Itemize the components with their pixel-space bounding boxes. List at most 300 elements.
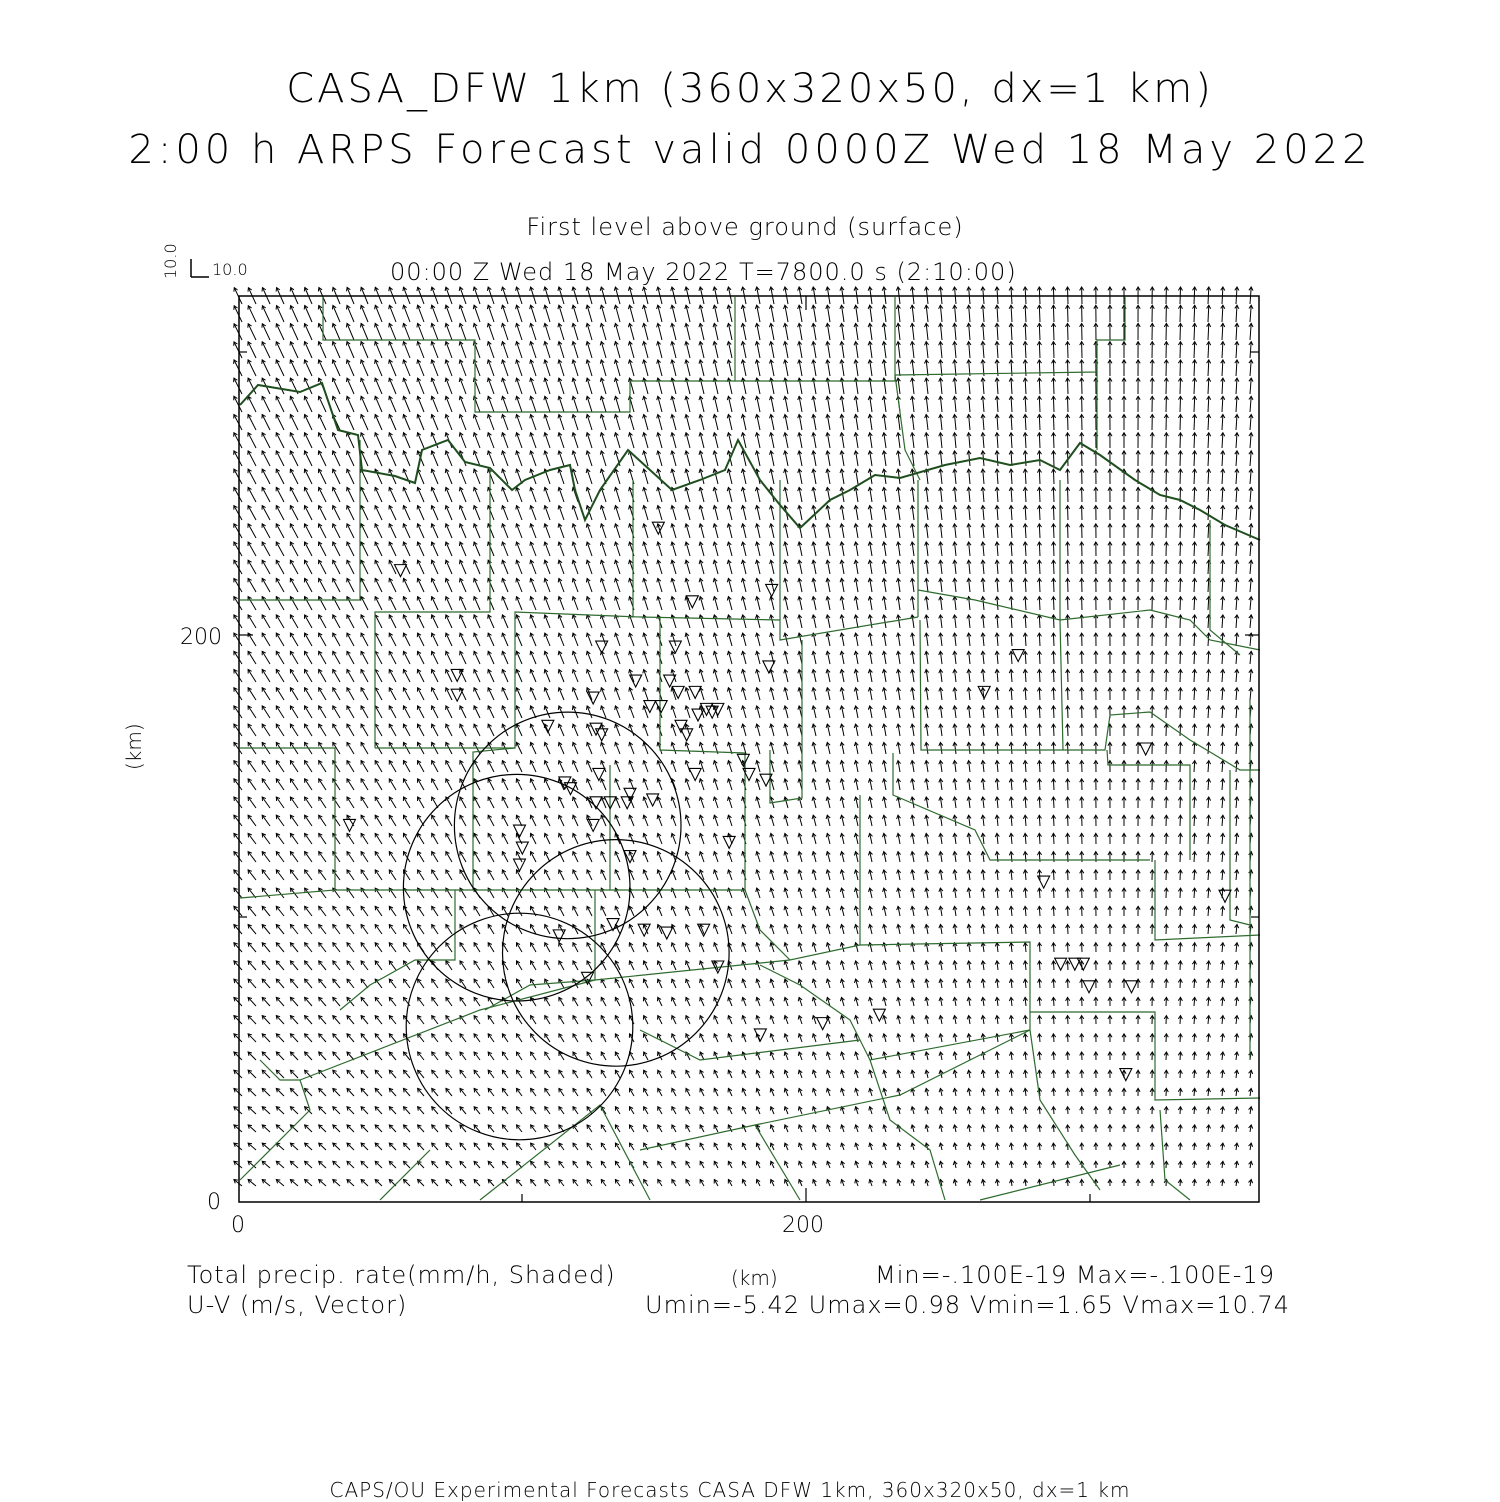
wind-arrow (276, 1016, 284, 1024)
wind-arrow (389, 342, 396, 358)
wind-arrow (262, 925, 270, 935)
wind-arrow (375, 323, 382, 340)
y-axis-label: (km) (122, 723, 146, 770)
wind-arrow (305, 761, 312, 772)
wind-arrow (276, 578, 284, 592)
wind-arrow (262, 524, 270, 538)
wind-arrow (361, 524, 368, 538)
wind-arrow (319, 324, 326, 341)
wind-arrow (262, 506, 270, 520)
wind-arrow (290, 870, 298, 880)
wind-arrow (290, 651, 298, 664)
wind-arrow (276, 469, 284, 484)
wind-arrow (404, 323, 411, 340)
wind-arrow (276, 487, 284, 502)
wind-arrow (234, 542, 242, 556)
wind-arrow (290, 633, 298, 646)
wind-arrow (234, 324, 242, 340)
wind-arrow (276, 706, 284, 718)
wind-arrow (305, 506, 312, 520)
wind-arrow (347, 378, 354, 394)
wind-arrow (248, 761, 256, 772)
wind-arrow (305, 378, 312, 394)
wind-arrow (291, 324, 299, 340)
wind-arrow (305, 597, 312, 610)
wind-arrow (290, 433, 298, 448)
wind-arrow (290, 979, 298, 988)
wind-arrow (333, 651, 340, 664)
wind-arrow (290, 925, 298, 935)
wind-arrow (234, 997, 242, 1006)
wind-arrow (234, 651, 242, 664)
wind-arrow (262, 651, 270, 664)
reference-vector-y-label: 10.0 (161, 243, 180, 279)
wind-arrow (234, 724, 242, 736)
wind-arrow (375, 415, 382, 431)
wind-arrow (333, 615, 340, 628)
wind-arrow (347, 597, 354, 610)
wind-arrow (262, 1052, 270, 1060)
wind-arrow (361, 342, 368, 358)
wind-arrow (276, 925, 284, 935)
wind-arrow (347, 524, 354, 538)
wind-arrow (276, 542, 284, 556)
wind-arrow (319, 360, 326, 376)
wind-arrow (361, 433, 368, 448)
wind-arrow (248, 415, 256, 431)
wind-arrow (276, 888, 284, 898)
wind-arrow (389, 487, 396, 502)
wind-arrow (290, 415, 298, 431)
wind-arrow (389, 433, 396, 448)
wind-arrow (262, 615, 270, 628)
wind-arrow (319, 524, 326, 538)
wind-arrow (248, 688, 256, 700)
wind-arrow (404, 487, 411, 502)
wind-arrow (319, 779, 326, 790)
wind-arrow (234, 415, 242, 431)
wind-arrow (291, 306, 298, 322)
legend-min-max: Min=-.100E-19 Max=-.100E-19 (875, 1261, 1275, 1289)
wind-arrow (333, 451, 340, 466)
wind-arrow (361, 615, 368, 628)
wind-arrow (234, 943, 242, 952)
wind-arrow (248, 306, 256, 322)
wind-arrow (389, 506, 396, 520)
wind-arrow (290, 487, 298, 502)
wind-arrow (319, 797, 326, 808)
wind-arrow (276, 433, 284, 448)
wind-arrow (319, 651, 326, 664)
wind-arrow (276, 415, 284, 431)
wind-arrow (404, 305, 411, 322)
wind-arrow (234, 688, 242, 700)
wind-arrow (347, 688, 354, 700)
wind-arrow (305, 870, 312, 880)
wind-arrow (361, 396, 368, 412)
wind-arrow (262, 469, 270, 484)
wind-arrow (262, 815, 270, 826)
wind-arrow (375, 451, 382, 466)
wind-arrow (305, 815, 312, 826)
wind-arrow (305, 560, 312, 574)
wind-arrow (276, 378, 284, 394)
wind-arrow (262, 451, 270, 466)
wind-arrow (276, 342, 284, 358)
wind-arrow (248, 906, 256, 916)
wind-arrow (234, 833, 242, 844)
wind-arrow (333, 670, 340, 683)
wind-arrow (248, 797, 256, 808)
wind-arrow (262, 724, 270, 736)
wind-arrow (277, 306, 285, 322)
wind-arrow (248, 815, 256, 826)
wind-arrow (262, 870, 270, 880)
reference-vector (191, 259, 209, 277)
wind-arrow (248, 360, 256, 376)
wind-arrow (305, 451, 312, 466)
wind-arrow (248, 506, 256, 520)
wind-arrow (262, 487, 270, 502)
wind-arrow (248, 724, 256, 736)
forecast-valid-time: 2:00 h ARPS Forecast valid 0000Z Wed 18 May 2022 (0, 127, 1500, 173)
wind-arrow (234, 761, 242, 772)
wind-arrow (276, 943, 284, 952)
wind-arrow (290, 469, 298, 484)
wind-arrow (248, 870, 256, 880)
x-tick-label: 0 (231, 1213, 245, 1238)
wind-arrow (319, 433, 326, 448)
wind-arrow (319, 761, 326, 772)
wind-arrow (290, 451, 298, 466)
wind-arrow (319, 451, 326, 466)
wind-arrow (290, 833, 298, 844)
wind-arrow (248, 451, 256, 466)
wind-arrow (276, 651, 284, 664)
wind-arrow (389, 378, 396, 394)
wind-arrow (333, 542, 340, 556)
wind-arrow (248, 979, 256, 988)
wind-arrow (319, 506, 326, 520)
wind-arrow (290, 852, 298, 862)
wind-arrow (262, 578, 270, 592)
wind-arrow (347, 542, 354, 556)
wind-arrow (305, 342, 312, 358)
wind-arrow (347, 633, 354, 646)
wind-arrow (248, 433, 256, 448)
wind-arrow (290, 761, 298, 772)
wind-arrow (262, 1070, 270, 1078)
wind-arrow (262, 415, 270, 431)
wind-arrow (262, 1016, 270, 1024)
wind-arrow (290, 797, 298, 808)
wind-arrow (234, 360, 242, 376)
wind-arrow (262, 961, 270, 970)
wind-arrow (276, 852, 284, 862)
wind-arrow (276, 979, 284, 988)
wind-arrow (333, 378, 340, 394)
wind-arrow (305, 542, 312, 556)
wind-arrow (290, 688, 298, 700)
wind-arrow (234, 487, 242, 502)
wind-arrow (290, 815, 298, 826)
legend-vector: U-V (m/s, Vector) (187, 1291, 407, 1319)
wind-arrow (248, 560, 256, 574)
wind-arrow (291, 342, 299, 358)
wind-arrow (333, 688, 340, 700)
wind-arrow (347, 433, 354, 448)
wind-arrow (290, 670, 298, 683)
wind-arrow (248, 961, 256, 970)
wind-arrow (276, 779, 284, 790)
wind-arrow (319, 706, 326, 718)
wind-arrow (333, 342, 340, 358)
wind-arrow (276, 797, 284, 808)
wind-arrow (262, 797, 270, 808)
wind-arrow (333, 324, 340, 341)
wind-arrow (389, 360, 396, 376)
wind-arrow (234, 433, 242, 448)
wind-arrow (347, 578, 354, 592)
wind-arrow (234, 815, 242, 826)
wind-arrow (248, 487, 256, 502)
wind-arrow (248, 670, 256, 683)
wind-arrow (262, 433, 270, 448)
wind-arrow (276, 906, 284, 916)
wind-arrow (248, 852, 256, 862)
wind-arrow (276, 961, 284, 970)
wind-arrow (305, 415, 312, 431)
wind-arrow (248, 1016, 256, 1024)
wind-arrow (276, 615, 284, 628)
wind-arrow (389, 305, 396, 322)
wind-arrow (319, 670, 326, 683)
wind-arrow (375, 360, 382, 376)
wind-arrow (234, 961, 242, 970)
wind-arrow (333, 433, 340, 448)
wind-arrow (305, 524, 312, 538)
wind-arrow (389, 451, 396, 466)
wind-arrow (262, 688, 270, 700)
wind-arrow (305, 433, 312, 448)
wind-arrow (347, 305, 354, 322)
y-tick-label: 200 (180, 625, 222, 650)
wind-arrow (305, 670, 312, 683)
wind-arrow (262, 833, 270, 844)
wind-arrow (290, 560, 298, 574)
wind-arrow (276, 670, 284, 683)
wind-arrow (276, 396, 284, 412)
level-label: First level above ground (surface) (0, 213, 1490, 241)
wind-arrow (404, 396, 411, 412)
wind-arrow (234, 342, 242, 358)
wind-arrow (333, 578, 340, 592)
wind-arrow (234, 1052, 242, 1060)
wind-arrow (305, 724, 312, 736)
reference-vector-x-label: 10.0 (212, 260, 248, 279)
wind-arrow (305, 469, 312, 484)
wind-arrow (262, 342, 270, 358)
wind-arrow (262, 597, 270, 610)
wind-arrow (234, 578, 242, 592)
wind-arrow (418, 305, 424, 322)
wind-arrow (248, 469, 256, 484)
wind-arrow (389, 396, 396, 412)
wind-arrow (234, 597, 242, 610)
wind-arrow (276, 870, 284, 880)
wind-arrow (290, 542, 298, 556)
wind-arrow (333, 597, 340, 610)
wind-arrow (347, 615, 354, 628)
wind-arrow (305, 706, 312, 718)
wind-arrow (248, 651, 256, 664)
wind-arrow (248, 925, 256, 935)
wind-arrow (305, 324, 312, 340)
wind-arrow (305, 487, 312, 502)
wind-arrow (276, 833, 284, 844)
wind-arrow (262, 906, 270, 916)
wind-arrow (361, 360, 368, 376)
wind-arrow (262, 1034, 270, 1042)
wind-arrow (361, 633, 368, 646)
wind-arrow (290, 706, 298, 718)
wind-arrow (418, 360, 424, 376)
wind-arrow (248, 1070, 256, 1078)
wind-arrow (262, 306, 270, 322)
wind-arrow (262, 761, 270, 772)
wind-arrow (305, 396, 312, 412)
wind-arrow (305, 651, 312, 664)
wind-arrow (375, 433, 382, 448)
wind-arrow (290, 524, 298, 538)
wind-arrow (347, 670, 354, 683)
wind-arrow (248, 1052, 256, 1060)
wind-arrow (305, 779, 312, 790)
wind-arrow (248, 615, 256, 628)
wind-arrow (347, 415, 354, 431)
wind-arrow (333, 506, 340, 520)
wind-arrow (234, 1016, 242, 1024)
wind-arrow (375, 342, 382, 358)
wind-arrow (248, 706, 256, 718)
legend-precip: Total precip. rate(mm/h, Shaded) (187, 1261, 616, 1289)
wind-arrow (361, 378, 368, 394)
wind-arrow (305, 797, 312, 808)
wind-arrow (234, 888, 242, 898)
wind-arrow (234, 560, 242, 574)
wind-arrow (404, 378, 411, 394)
wind-arrow (290, 779, 298, 790)
wind-arrow (234, 451, 242, 466)
wind-arrow (234, 979, 242, 988)
wind-arrow (290, 906, 298, 916)
time-label: 00:00 Z Wed 18 May 2022 T=7800.0 s (2:10:00) (390, 258, 1017, 286)
wind-arrow (333, 633, 340, 646)
wind-arrow (262, 670, 270, 683)
wind-arrow (361, 578, 368, 592)
chart-title: CASA_DFW 1km (360x320x50, dx=1 km) (0, 66, 1500, 112)
wind-arrow (319, 597, 326, 610)
wind-arrow (347, 323, 354, 340)
wind-arrow (347, 469, 354, 484)
wind-arrow (347, 651, 354, 664)
y-tick-label: 0 (207, 1190, 221, 1215)
wind-arrow (276, 997, 284, 1006)
x-tick-label: 200 (782, 1213, 824, 1238)
wind-arrow (333, 305, 340, 322)
wind-arrow (276, 688, 284, 700)
wind-arrow (262, 997, 270, 1006)
wind-arrow (234, 1070, 242, 1078)
wind-arrow (248, 1034, 256, 1042)
wind-arrow (248, 342, 256, 358)
wind-arrow (305, 306, 312, 323)
wind-arrow (333, 360, 340, 376)
wind-arrow (248, 779, 256, 790)
wind-arrow (333, 487, 340, 502)
wind-arrow (305, 578, 312, 592)
x-axis-unit: (km) (731, 1266, 778, 1290)
wind-arrow (234, 306, 242, 322)
wind-arrow (248, 943, 256, 952)
wind-arrow (248, 524, 256, 538)
wind-arrow (262, 852, 270, 862)
wind-arrow (319, 487, 326, 502)
wind-arrow (319, 396, 326, 412)
wind-arrow (262, 979, 270, 988)
wind-arrow (319, 342, 326, 358)
wind-arrow (404, 342, 411, 358)
wind-arrow (234, 925, 242, 935)
wind-arrow (361, 305, 368, 322)
wind-arrow (234, 870, 242, 880)
wind-arrow (375, 469, 382, 484)
wind-arrow (234, 779, 242, 790)
wind-arrow (262, 706, 270, 718)
wind-arrow (333, 469, 340, 484)
wind-arrow (305, 615, 312, 628)
footer-credit: CAPS/OU Experimental Forecasts CASA DFW 1km, 360x320x50, dx=1 km (0, 1478, 1460, 1502)
wind-arrow (262, 396, 270, 412)
wind-arrow (375, 524, 382, 538)
wind-arrow (305, 833, 312, 844)
wind-arrow (375, 378, 382, 394)
wind-arrow (290, 615, 298, 628)
wind-arrow (347, 560, 354, 574)
wind-arrow (234, 378, 242, 394)
wind-arrow (276, 597, 284, 610)
wind-arrow (234, 906, 242, 916)
wind-arrow (347, 506, 354, 520)
wind-arrow (234, 615, 242, 628)
wind-arrow (276, 324, 284, 340)
wind-arrow (319, 469, 326, 484)
wind-arrow (333, 524, 340, 538)
wind-arrow (276, 633, 284, 646)
wind-vector-field (234, 287, 1253, 1186)
wind-arrow (276, 560, 284, 574)
wind-arrow (347, 396, 354, 412)
wind-arrow (262, 360, 270, 376)
wind-arrow (290, 506, 298, 520)
wind-arrow (375, 487, 382, 502)
wind-arrow (276, 815, 284, 826)
wind-arrow (262, 542, 270, 556)
wind-arrow (347, 487, 354, 502)
wind-arrow (319, 633, 326, 646)
wind-arrow (248, 396, 256, 412)
wind-arrow (375, 506, 382, 520)
